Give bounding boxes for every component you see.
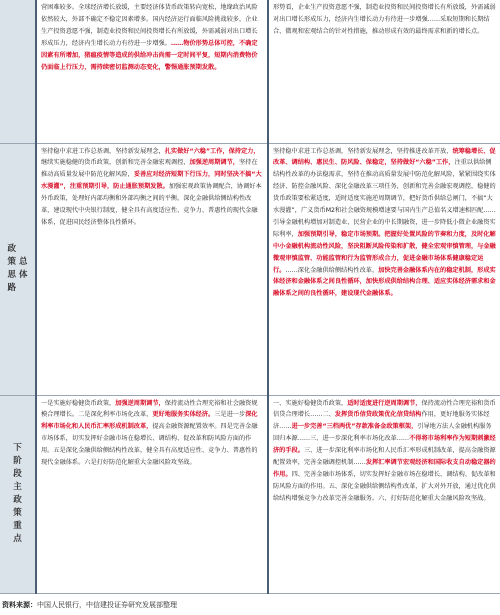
label-column bbox=[13, 442, 22, 546]
text-segment: 扎实做好“六稳”工作，保持定力， bbox=[164, 147, 260, 155]
text-segment: 坚持稳中求进工作总基调，坚持新发展理念， bbox=[41, 147, 165, 155]
table-row-next-stage-focus bbox=[0, 395, 500, 593]
label-char: 政 bbox=[13, 495, 22, 505]
text-segment: 一、实施好稳健货币政策， bbox=[273, 399, 348, 407]
cell-previous-next-stage bbox=[36, 395, 268, 593]
text-segment: 加强逆周期调节， bbox=[115, 399, 165, 407]
text-segment: 保持流动性合理充裕和货币信贷合理增长……二、 bbox=[273, 399, 496, 419]
row-label-empty bbox=[0, 0, 36, 143]
label-char: 总 bbox=[19, 257, 28, 267]
text-segment: 形势看，企业生产投资意愿不强，制造业投资和民间投资增长有所放缓，外需减弱对出口增长形成压力，经济内生增长动力有待进一步增强……采取短期和长期结合、微观和宏观结合的针对性措施，推动形成有效的最终需求和新的增长点。 bbox=[273, 4, 496, 35]
row-label-policy-overview bbox=[0, 143, 36, 395]
text-segment: 一是实施好稳健货币政策， bbox=[41, 399, 116, 407]
text-segment: 坚持在推动高质量发展中防范化解风险， bbox=[41, 159, 258, 179]
text-segment: 四、完善金融市场体系，切实发挥好金融市场在稳增长、调结构、促改革和防风险方面的作用。五、深化金融供给侧结构性改革，扩大对外开放，通过优化供给结构增强竞争力改革完善金融服务。六、打好防范化解重大金融风险攻坚战。 bbox=[273, 470, 496, 502]
text-segment: 发挥汇率调节宏观经济和国际收支自动稳定器的作用。 bbox=[273, 459, 496, 478]
text-segment: 加强逆周期调节， bbox=[189, 159, 239, 167]
label-column-right bbox=[19, 256, 28, 282]
text-segment: 保持流动性合理充裕和社会融资规模合理增长。二是深化利率市场化改革， bbox=[41, 399, 258, 419]
label-char: 策 bbox=[7, 257, 16, 267]
text-segment: 三是进一步 bbox=[214, 411, 246, 419]
cell-previous-policy-overview bbox=[36, 143, 268, 395]
text-segment: 注重以供给侧结构性改革的办法稳需求，坚持在推动高质量发展中防范化解风险，紧紧围绕实体经济、防控金融风险、深化金融改革三项任务，创新和完善金融宏观调控，稳健的货币政策要松紧适度，适时适度实施逆周期调节，把好货币供给总闸门，不搞“大水漫灌”，广义货币M2和社会融资规模增速要与国内生产总值名义增速相匹配……引导金融机构增加对制造业、民营企业的中长期融资，进一步降低小微企业融资实际利率， bbox=[273, 159, 496, 238]
text-segment: 加强预期引导，稳定市场预期。把握好处置风险的节奏和力度，及时化解中小金融机构流动性风险，坚决阻断风险传染和扩散，健全宏观审慎管理，与金融微观审慎监管、功能监管和行为监管形成合力，促进金融市场体系健康稳定运行。 bbox=[273, 230, 496, 274]
text-segment: 继续实施稳健的货币政策，创新和完善金融宏观调控， bbox=[41, 159, 190, 167]
cell-current-situation bbox=[268, 0, 500, 143]
label-char: 下 bbox=[13, 443, 22, 453]
text-segment: 妥善应对经济短期下行压力，同时坚决不搞“大水漫灌”，注重预期引导，防止通胀预期发散。 bbox=[41, 171, 262, 191]
text-segment: 进一步完善“三档两优”存款准备金政策框架， bbox=[291, 423, 418, 431]
text-segment: 营困难较多。全球经济增长放缓，主要经济体货币政策转向宽松，地缘政治风险依然较大，外部不确定不稳定因素增多。国内经济运行面临风险挑战较多，企业生产投资意愿不强，制造业投资和民间投资增长有所放缓，外需减弱对出口增长形成压力，经济内生增长动力有待进一步增强。 bbox=[41, 4, 258, 47]
label-char: 策 bbox=[13, 508, 22, 518]
cell-previous-situation bbox=[36, 0, 268, 143]
source-prefix: 资料来源： bbox=[2, 601, 37, 609]
text-segment: 适时适度进行逆周期调节， bbox=[347, 399, 422, 407]
text-segment: 发挥货币信贷政策优化信贷结构 bbox=[334, 411, 422, 419]
table-row-situation bbox=[0, 0, 500, 143]
text-segment: ……深化金融供给侧结构性改革， bbox=[285, 266, 379, 274]
label-char: 政 bbox=[7, 244, 16, 254]
text-segment: 坚持稳中求进工作总基调，坚持新发展理念，坚持推进改革开放， bbox=[273, 147, 453, 155]
text-segment: 加快完善金融体系内在的稳定机制，形成实体经济和金融体系之间良性循环，加快形成供给结构合理、适应实体经济需求和金融体系之间的良性循环，建设现代金融体系。 bbox=[273, 266, 496, 298]
row-label-next-stage-focus bbox=[0, 395, 36, 593]
text-segment: 引导地方法人金融机构服务回归本源……三、进一步深化利率市场化改革…… bbox=[273, 423, 492, 443]
source-note bbox=[2, 600, 177, 610]
label-char: 重 bbox=[13, 521, 22, 531]
table-row-policy-overview bbox=[0, 143, 500, 395]
label-char: 主 bbox=[13, 482, 22, 492]
label-char: 体 bbox=[19, 270, 28, 280]
label-char: 段 bbox=[13, 469, 22, 479]
text-segment: 更好地服务实体经济。 bbox=[152, 411, 215, 419]
text-segment: 作用，更好地服务实体经济…… bbox=[273, 411, 490, 431]
text-segment: 深化利率市场化和人民币汇率形成机制改革， bbox=[41, 411, 258, 431]
cell-current-next-stage bbox=[268, 395, 500, 593]
label-char: 路 bbox=[7, 283, 16, 293]
source-text: 中国人民银行，中信建投证券研究发展部整理 bbox=[37, 601, 177, 609]
text-segment: 三、进一步深化利率市场化和人民币汇率形成机制改革，提高金融资源配置效率，完善金融调控机制…… bbox=[273, 447, 496, 467]
label-column-left bbox=[7, 243, 16, 295]
text-segment: 提高金融资源配置效率。四是完善金融市场体系，切实发挥好金融市场在稳增长、调结构、促改革和防风险方面的作用。五是深化金融供给侧结构性改革，健全具有高度适应性、竞争力、普惠性的现代金融体系。六是打好防范化解重大金融风险攻坚战。 bbox=[41, 423, 258, 467]
text-segment: 统筹稳增长、促改革、调结构、惠民生、防风险、保稳定，坚持做好“六稳”工作， bbox=[273, 147, 496, 167]
text-segment: ……物价形势总体可控，不确定因素有所增加，猪瘟疫情等造成的供给冲击尚需一定时间平复，短期内消费物价仍面临上行压力，需持续密切监测动态变化，警惕通胀预期发散。 bbox=[41, 39, 258, 71]
label-char: 阶 bbox=[13, 456, 22, 466]
label-char: 思 bbox=[7, 270, 16, 280]
text-segment: 不得将市场利率作为短期刺激经济的手段。 bbox=[273, 435, 496, 455]
cell-current-policy-overview bbox=[268, 143, 500, 395]
label-char: 点 bbox=[13, 534, 22, 544]
text-segment: 加强宏观政策协调配合，协调好本外币政策，处理好内部均衡和外部均衡之间的平衡。深化金融供给侧结构性改革，建设现代中央银行制度，健全具有高度适应性、竞争力、普惠性的现代金融体系，促进国民经济整体良性循环。 bbox=[41, 183, 262, 226]
